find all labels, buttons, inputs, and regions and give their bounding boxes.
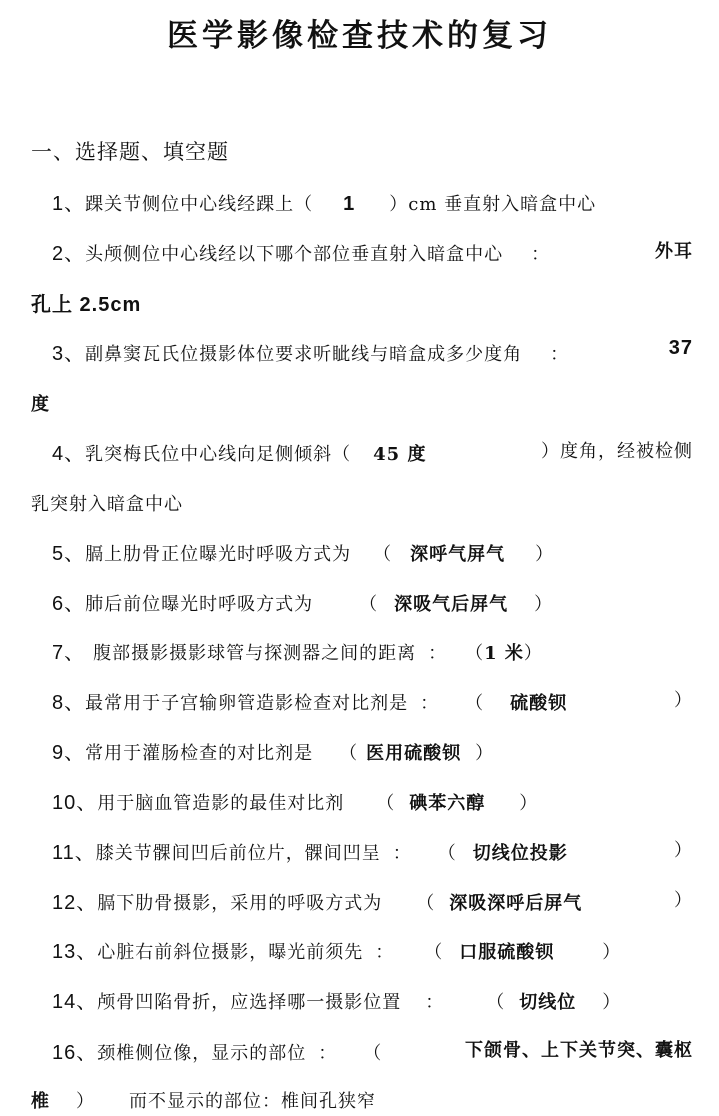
question-1 <box>52 187 596 216</box>
question-number: 9、 <box>52 742 86 764</box>
bracket-open: （ <box>376 793 396 814</box>
question-text: 副鼻窦瓦氏位摄影体位要求听眦线与暗盒成多少度角 <box>85 344 523 365</box>
question-text: 踝关节侧位中心线经踝上（ <box>85 194 314 215</box>
question-number: 10、 <box>52 792 98 814</box>
question-number: 1、 <box>52 193 86 215</box>
bracket-open: （ <box>359 594 379 615</box>
question-10 <box>52 786 538 815</box>
question-number: 7、 <box>52 642 86 664</box>
answer: 硫酸钡 <box>510 693 568 714</box>
bracket-close: ） <box>519 793 539 814</box>
separator: ： <box>550 344 570 365</box>
answer: 切线位投影 <box>472 843 568 864</box>
bracket-open: （ <box>424 942 444 963</box>
bracket-open: （ <box>486 992 506 1013</box>
bracket-open: （ <box>363 1043 383 1064</box>
bracket-close: ） <box>602 942 622 963</box>
question-text: 膈上肋骨正位曝光时呼吸方式为 <box>85 544 352 565</box>
question-2-continuation: 孔上 2.5cm <box>31 294 142 316</box>
question-text-after: ）cm 垂直射入暗盒中心 <box>389 194 597 215</box>
separator: ： <box>318 1043 338 1064</box>
answer: 深吸深呼后屏气 <box>449 893 583 914</box>
answer: 1 <box>343 193 356 215</box>
bracket-close: ） <box>674 890 693 911</box>
question-number: 13、 <box>52 941 98 963</box>
separator: ： <box>392 843 412 864</box>
separator: ： <box>375 942 395 963</box>
question-text: 最常用于子宫输卵管造影检查对比剂是 <box>85 693 409 714</box>
question-number: 8、 <box>52 692 86 714</box>
question-number: 2、 <box>52 243 86 265</box>
bracket-close: ） <box>475 743 495 764</box>
question-text: 常用于灌肠检查的对比剂是 <box>85 743 314 764</box>
question-16-continuation <box>31 1087 376 1113</box>
question-4 <box>0 437 719 466</box>
answer: 切线位 <box>519 992 577 1013</box>
bracket-open: （ <box>465 643 485 664</box>
separator: ： <box>420 693 440 714</box>
answer: 37 <box>668 337 693 359</box>
question-9 <box>52 736 494 765</box>
question-14 <box>52 985 621 1014</box>
question-text: 颈椎侧位像，显示的部位 <box>97 1043 307 1064</box>
bracket-close: ） <box>76 1091 95 1112</box>
question-text: 用于脑血管造影的最佳对比剂 <box>97 793 345 814</box>
bracket-close: ） <box>674 690 693 711</box>
bracket-close: ） <box>534 594 554 615</box>
question-2 <box>0 237 719 266</box>
bracket-close: ） <box>602 992 622 1013</box>
question-text: 腹部摄影摄影球管与探测器之间的距离 <box>93 643 417 664</box>
question-number: 11、 <box>52 842 96 864</box>
bracket-close: ） <box>535 544 555 565</box>
question-8 <box>0 686 719 715</box>
question-number: 4、 <box>52 443 86 465</box>
question-number: 12、 <box>52 892 98 914</box>
separator: ： <box>531 244 551 265</box>
question-text: 膝关节髁间凹后前位片，髁间凹呈 <box>95 843 381 864</box>
bracket-open: （ <box>339 743 359 764</box>
answer: 外耳 <box>655 241 693 262</box>
bracket-open: （ <box>437 843 457 864</box>
separator: ： <box>428 643 448 664</box>
question-text-after: ）度角，经被检侧 <box>541 441 693 462</box>
separator: ： <box>425 992 445 1013</box>
question-text: 膈下肋骨摄影，采用的呼吸方式为 <box>97 893 383 914</box>
bracket-open: （ <box>373 544 393 565</box>
question-number: 3、 <box>52 343 86 365</box>
question-number: 16、 <box>52 1042 98 1064</box>
question-3-continuation: 度 <box>31 394 50 415</box>
answer: 医用硫酸钡 <box>366 743 462 764</box>
answer: 1 米 <box>484 643 524 664</box>
question-4-continuation: 乳突射入暗盒中心 <box>31 494 183 515</box>
question-12 <box>0 886 719 915</box>
document-title: 医学影像检查技术的复习 <box>167 18 552 54</box>
answer: 口服硫酸钡 <box>459 942 555 963</box>
answer: 下颌骨、上下关节突、囊枢 <box>465 1040 693 1061</box>
question-3 <box>0 337 719 366</box>
question-number: 14、 <box>52 991 98 1013</box>
question-text: 头颅侧位中心线经以下哪个部位垂直射入暗盒中心 <box>85 244 504 265</box>
question-text: 颅骨凹陷骨折，应选择哪一摄影位置 <box>97 992 402 1013</box>
question-13 <box>52 935 621 964</box>
question-6 <box>52 587 553 616</box>
bracket-open: （ <box>465 693 485 714</box>
answer: 深吸气后屏气 <box>394 594 509 615</box>
question-text: 心脏右前斜位摄影，曝光前须先 <box>97 942 364 963</box>
question-text: 乳突梅氏位中心线向足侧倾斜（ <box>85 444 352 465</box>
question-16 <box>0 1036 719 1065</box>
question-number: 6、 <box>52 593 86 615</box>
question-5 <box>52 537 554 566</box>
question-11 <box>0 836 719 865</box>
question-number: 5、 <box>52 543 86 565</box>
question-tail: 而不显示的部位：椎间孔狭窄 <box>129 1091 376 1112</box>
answer: 深呼气屏气 <box>410 544 506 565</box>
bracket-open: （ <box>416 893 436 914</box>
answer-continued: 椎 <box>31 1091 50 1112</box>
answer: 45 度 <box>373 444 427 465</box>
bracket-close: ） <box>674 840 693 861</box>
question-7 <box>52 636 543 665</box>
question-text: 肺后前位曝光时呼吸方式为 <box>85 594 314 615</box>
answer: 碘苯六醇 <box>409 793 486 814</box>
section-heading: 一、选择题、填空题 <box>31 140 229 164</box>
bracket-close: ） <box>523 643 543 664</box>
